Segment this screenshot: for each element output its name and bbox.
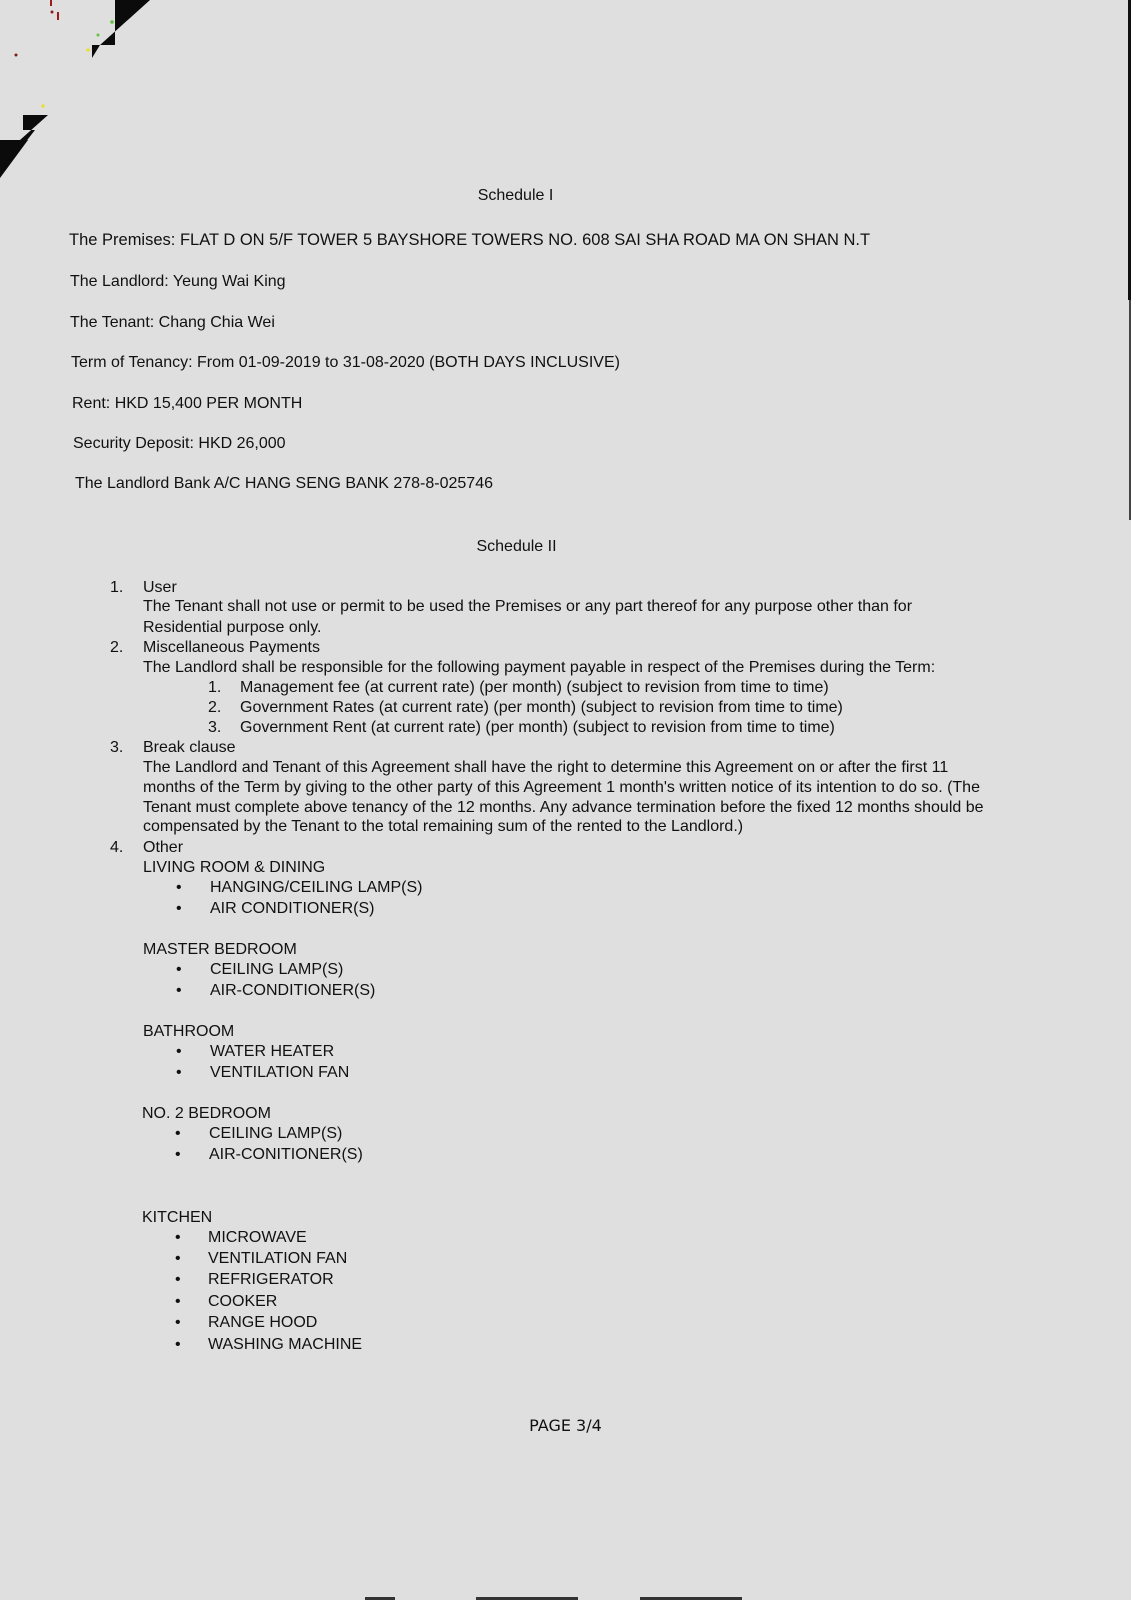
room-item: WASHING MACHINE [208,1336,363,1353]
room-item: COOKER [208,1293,278,1310]
premises-field: The Premises: FLAT D ON 5/F TOWER 5 BAYSHORE TOWERS NO. 608 SAI SHA ROAD MA ON SHAN N.T [69,231,871,249]
clause-3-heading: Break clause [143,739,236,756]
schedule-2-title: Schedule II [476,538,557,555]
room-item: WATER HEATER [210,1043,335,1060]
clause-3-text: months of the Term by giving to the other party of this Agreement 1 month's written notice of its intention to do so. (The [143,779,980,796]
landlord-field: The Landlord: Yeung Wai King [70,273,286,290]
bullet-icon: • [175,1125,181,1142]
tenant-field: The Tenant: Chang Chia Wei [70,314,275,331]
subitem-number: 2. [208,699,222,716]
room-item: VENTILATION FAN [208,1250,348,1267]
room-item: CEILING LAMP(S) [209,1125,343,1142]
clause-4-heading: Other [143,839,184,856]
bullet-icon: • [176,1064,182,1081]
schedule-1-title: Schedule I [477,187,554,204]
bullet-icon: • [175,1250,181,1267]
room-item: CEILING LAMP(S) [210,961,344,978]
room-item: AIR-CONDITIONER(S) [210,982,376,999]
room-heading: NO. 2 BEDROOM [142,1105,271,1122]
subitem-text: Management fee (at current rate) (per month) (subject to revision from time to time) [240,679,829,696]
room-heading: MASTER BEDROOM [143,941,297,958]
room-item: HANGING/CEILING LAMP(S) [210,879,423,896]
clause-4-number: 4. [110,839,124,856]
clause-1-heading: User [143,579,177,596]
bullet-icon: • [176,982,182,999]
clause-3-text: compensated by the Tenant to the total remaining sum of the rented to the Landlord.) [143,818,744,835]
bullet-icon: • [176,900,182,917]
room-heading: BATHROOM [143,1023,235,1040]
bullet-icon: • [175,1336,181,1353]
bullet-icon: • [176,961,182,978]
clause-1-text: The Tenant shall not use or permit to be used the Premises or any part thereof for any purpose other than for [143,598,913,615]
bullet-icon: • [176,1043,182,1060]
clause-1-text: Residential purpose only. [143,619,322,636]
room-heading: KITCHEN [142,1209,213,1226]
clause-2-heading: Miscellaneous Payments [143,639,320,656]
clause-3-number: 3. [110,739,124,756]
deposit-field: Security Deposit: HKD 26,000 [73,435,286,452]
subitem-number: 1. [208,679,222,696]
bullet-icon: • [175,1229,181,1246]
room-item: RANGE HOOD [208,1314,318,1331]
room-item: AIR-CONITIONER(S) [209,1146,363,1163]
folded-corner-artifact [0,0,150,180]
bullet-icon: • [176,879,182,896]
clause-3-text: The Landlord and Tenant of this Agreement shall have the right to determine this Agreement on or after the first 11 [143,759,949,776]
clause-3-text: Tenant must complete above tenancy of the 12 months. Any advance termination before the fixed 12 months should be [143,799,984,816]
room-item: REFRIGERATOR [208,1271,334,1288]
room-item: VENTILATION FAN [210,1064,350,1081]
subitem-number: 3. [208,719,222,736]
subitem-text: Government Rent (at current rate) (per month) (subject to revision from time to time) [240,719,835,736]
bullet-icon: • [175,1146,181,1163]
subitem-text: Government Rates (at current rate) (per month) (subject to revision from time to time) [240,699,843,716]
bullet-icon: • [175,1271,181,1288]
bank-account-field: The Landlord Bank A/C HANG SENG BANK 278-8-025746 [75,475,493,492]
room-item: AIR CONDITIONER(S) [210,900,375,917]
rent-field: Rent: HKD 15,400 PER MONTH [72,395,303,412]
bullet-icon: • [175,1293,181,1310]
room-item: MICROWAVE [208,1229,307,1246]
clause-2-text: The Landlord shall be responsible for the following payment payable in respect of the Premises during the Term: [143,659,936,676]
clause-2-number: 2. [110,639,124,656]
room-heading: LIVING ROOM & DINING [143,859,326,876]
clause-1-number: 1. [110,579,124,596]
page-number: PAGE 3/4 [529,1416,602,1435]
bullet-icon: • [175,1314,181,1331]
term-field: Term of Tenancy: From 01-09-2019 to 31-08-2020 (BOTH DAYS INCLUSIVE) [71,354,620,371]
